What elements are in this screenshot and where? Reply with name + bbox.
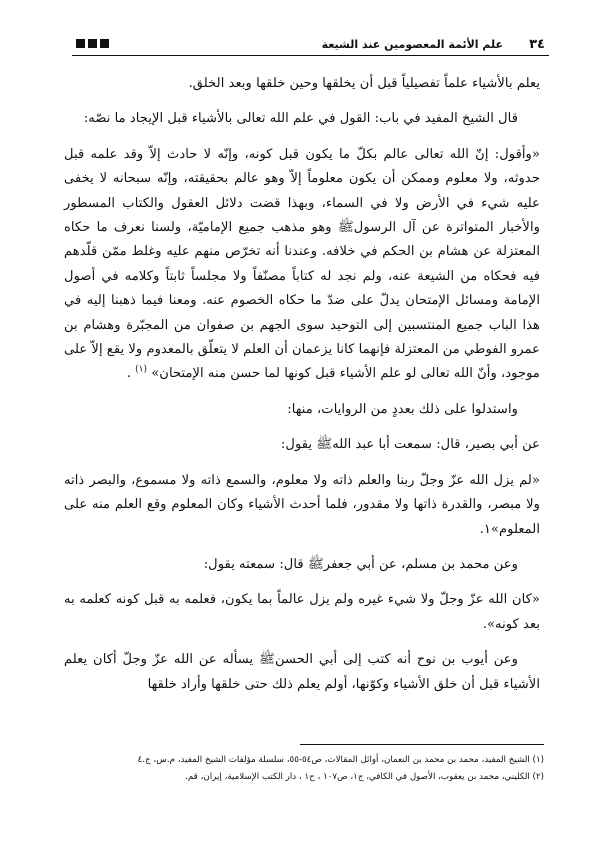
header-ornament: [76, 39, 109, 48]
footnote-1: (١) الشيخ المفيد، محمد بن محمد بن النعمان، أوائل المقالات، ص٥٤-٥٥، سلسلة مؤلفات الشيخ المفيد، م.س، ج.٤: [137, 755, 544, 765]
body-text: [64, 72, 540, 708]
hadith-1-text: «لم يزل الله عزّ وجلّ ربنا والعلم ذاته ولا معلوم، والسمع ذاته ولا مسموع، والبصر ذاته ولا مبصر، والقدرة ذاتها ولا مقدور، فلما أحدث الأشياء وكان المعلوم وقع العلم منه على المعلوم»: [64, 472, 540, 537]
paragraph-hadith-2: «كان الله عزّ وجلّ ولا شيء غيره ولم يزل عالماً بما يكون، فعلمه به قبل كونه كعلمه به بعد كونه».: [64, 592, 540, 632]
footnote-ref-2: ١: [483, 521, 491, 537]
page-number: ٣٤: [529, 37, 545, 52]
paragraph-hadith-1: «لم يزل الله عزّ وجلّ ربنا والعلم ذاته ولا معلوم، والسمع ذاته ولا مسموع، والبصر ذاته ولا مبصر، والقدرة ذاتها ولا مقدور، فلما أحدث الأشياء وكان المعلوم وقع العلم منه على المعلوم»١.: [64, 472, 540, 537]
header-rule: [72, 55, 549, 56]
paragraph-quote-mufid: «وأقول: إنّ الله تعالى عالم بكلّ ما يكون قبل كونه، وإنّه لا حادث إلاّ وقد علمه قبل حدوثه، ولا معلوم وممكن أن يكون معلوماً إلاّ وهو عالم بحقيقته، وإنّه سبحانه لا يخفى عليه شيء في الأرض ولا في السماء، وبهذا قضت دلائل العقول والكتاب المسطور والأخبار المتواترة عن آل الرسولﷺ وهو مذهب جميع الإماميّة، ولسنا نعرف ما حكاه المعتزلة عن هشام بن الحكم في خلافه. وعندنا أنه تخرّص منهم عليه وغلط ممّن قلّدهم فيه فحكاه من الشيعة عنه، ولم نجد له كتاباً مصنّفاً ولا مجلساً ثابتاً وكلامه في أصول الإمامة ومسائل الإمتحان يدلّ على ضدّ ما حكاه الخصوم عنه. ومعنا فيما ذهبنا إليه في هذا الباب جميع المنتسبين إلى التوحيد سوى الجهم بن صفوان من المجبّرة وهشام بن عمرو الفوطي من المعتزلة فإنهما كانا يزعمان أن العلم لا يتعلّق بالمعدوم ولا يقع إلاّ على موجود، وأنّ الله تعالى لو علم الأشياء قبل كونها لما حسن منه الإمتحان» $^{(١)}$ .: [64, 146, 540, 382]
running-title: علم الأئمة المعصومين عند الشيعة: [321, 38, 503, 51]
footnote-ref-1: (١): [135, 365, 147, 376]
ornament-square: [100, 39, 109, 48]
ornament-square: [76, 39, 85, 48]
paragraph-7: وعن محمد بن مسلم، عن أبي جعفرﷺ قال: سمعته يقول:: [203, 556, 518, 572]
paragraph-1: يعلم بالأشياء علماً تفصيلياً قبل أن يخلقها وحين خلقها وبعد الخلق.: [188, 76, 540, 91]
paragraph-2: قال الشيخ المفيد في باب: القول في علم الله تعالى بالأشياء قبل الإيجاد ما نصّه:: [83, 111, 518, 127]
ornament-square: [88, 39, 97, 48]
footnote-rule: [300, 744, 544, 745]
paragraph-5: عن أبي بصير، قال: سمعت أبا عبد اللهﷺ يقول:: [280, 437, 540, 453]
page-header: [72, 34, 549, 56]
paragraph-9: وعن أيوب بن نوح أنه كتب إلى أبي الحسنﷺ يسأله عن الله عزّ وجلّ أكان يعلم الأشياء قبل أن خلق الأشياء وكوّنها، أولم يعلم ذلك حتى خلقها وأراد خلقها: [64, 652, 540, 692]
footnote-2: (٢) الكليني، محمد بن يعقوب، الأصول في الكافي، ج١، ص١٠٧ ، ح١ ، دار الكتب الإسلامية، إيران، قم.: [185, 772, 544, 782]
footnotes: [64, 752, 544, 786]
paragraph-4: واستدلوا على ذلك بعددٍ من الروايات، منها:: [287, 401, 518, 417]
quote-mufid-text: «وأقول: إنّ الله تعالى عالم بكلّ ما يكون قبل كونه، وإنّه لا حادث إلاّ وقد علمه قبل حدوثه، ولا معلوم وممكن أن يكون معلوماً إلاّ وهو عالم بحقيقته، وإنّه سبحانه لا يخفى عليه شيء في الأرض ولا في السماء، وبهذا قضت دلائل العقول والكتاب المسطور والأخبار المتواترة عن آل الرسولﷺ وهو مذهب جميع الإماميّة، ولسنا نعرف ما حكاه المعتزلة عن هشام بن الحكم في خلافه. وعندنا أنه تخرّص منهم عليه وغلط ممّن قلّدهم فيه فحكاه من الشيعة عنه، ولم نجد له كتاباً مصنّفاً ولا مجلساً ثابتاً وكلامه في أصول الإمامة ومسائل الإمتحان يدلّ على ضدّ ما حكاه الخصوم عنه. ومعنا فيما ذهبنا إليه في هذا الباب جميع المنتسبين إلى التوحيد سوى الجهم بن صفوان من المجبّرة وهشام بن عمرو الفوطي من المعتزلة فإنهما كانا يزعمان أن العلم لا يتعلّق بالمعدوم ولا يقع إلاّ على موجود، وأنّ الله تعالى لو علم الأشياء قبل كونها لما حسن منه الإمتحان»: [64, 146, 540, 382]
